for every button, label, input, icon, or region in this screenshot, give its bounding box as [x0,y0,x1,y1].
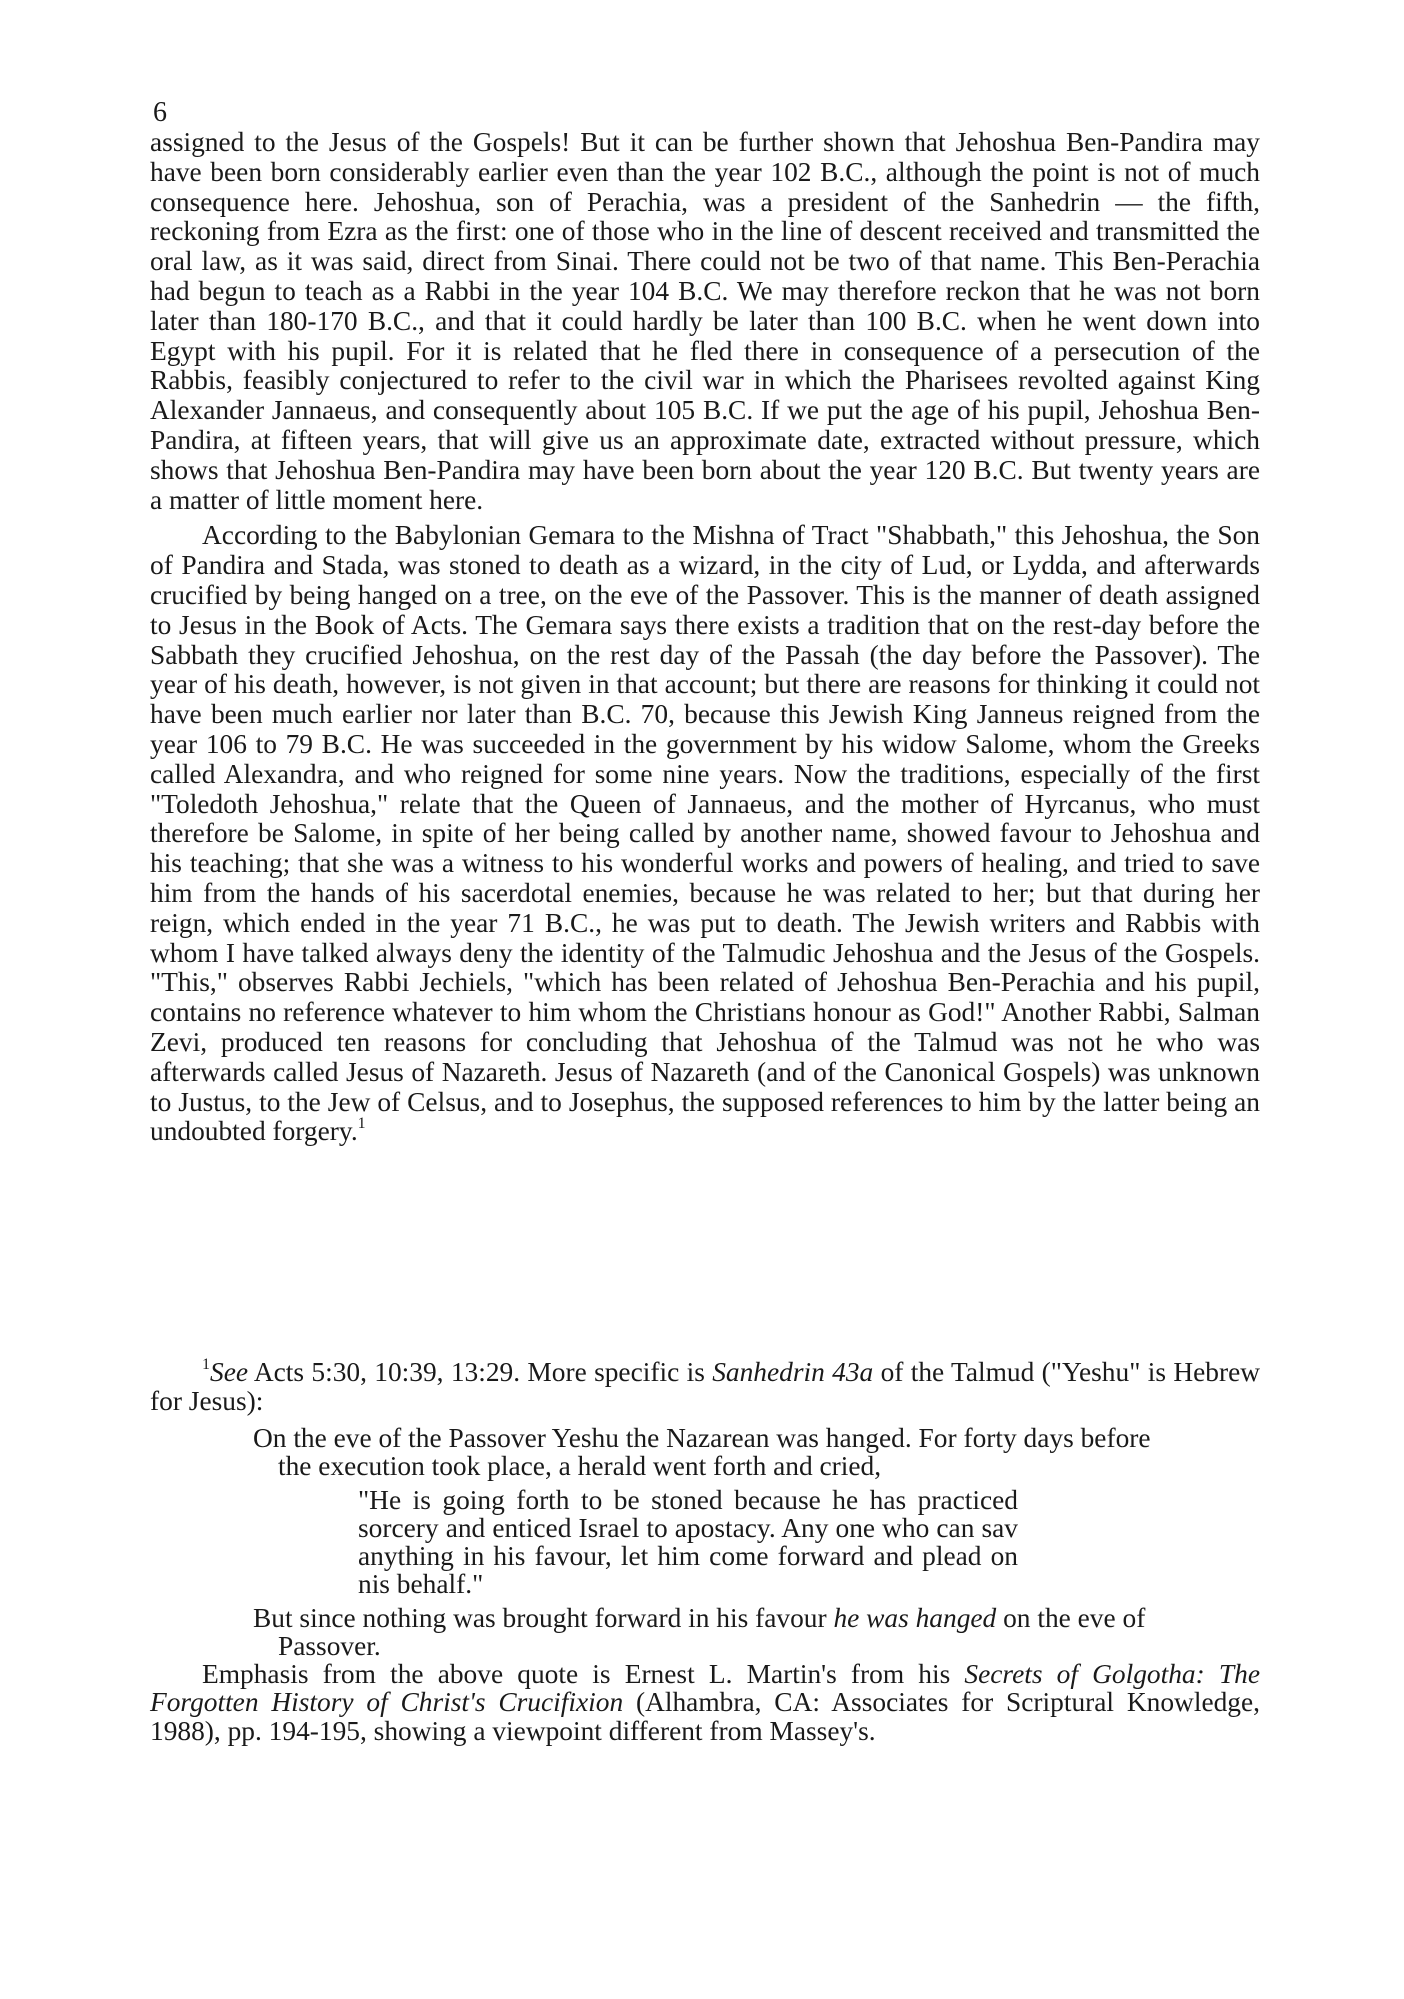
footnote [150,1358,1260,1746]
nested-quote-text: "He is going forth to be stoned because he has practiced sorcery and enticed Israel to apostacy. Any one who can sav anything in his favour, let him come forward and plead on nis behalf." [358,1484,1018,1599]
footnote-source: Sanhedrin 43a [712,1357,874,1387]
citation-start: Emphasis from the above quote is Ernest L. Martin's from his [202,1658,965,1689]
citation-end: (Alhambra, CA: Associates for Scriptural Knowledge, 1988), pp. 194-195, showing a viewpoint different from Massey's. [150,1687,1260,1747]
block-quote [253,1424,1153,1660]
quote-first: On the eve of the Passover Yeshu the Nazarean was hanged. For forty days before the execution took place, a herald went forth and cried, [253,1422,1151,1481]
quote-second [253,1604,1153,1660]
footnote-refs: Acts 5:30, 10:39, 13:29. More specific is [248,1357,713,1387]
paragraph-2-text: According to the Babylonian Gemara to the Mishna of Tract "Shabbath," this Jehoshua, the Son of Pandira and Stada, was stoned to death as a wizard, in the city of Lud, or Lydda, and afterwards crucified by being hanged on a tree, on the eve of the Passover. This is the manner of death assigned to Jesus in the Book of Acts. The Gemara says there exists a tradition that on the rest-day before the Sabbath they crucified Jehoshua, on the rest day of the Passah (the day before the Passover). The year of his death, however, is not given in that account; but there are reasons for thinking it could not have been much earlier nor later than B.C. 70, because this Jewish King Janneus reigned from the year 106 to 79 B.C. He was succeeded in the government by his widow Salome, whom the Greeks called Alexandra, and who reigned for some nine years. Now the traditions, especially of the first "Toledoth Jehoshua," relate that the Queen of Jannaeus, and the mother of Hyrcanus, who must therefore be Salome, in spite of her being called by another name, showed favour to Jehoshua and his teaching; that she was a witness to his wonderful works and powers of healing, and tried to save him from the hands of his sacerdotal enemies, because he was related to her; but that during her reign, which ended in the year 71 B.C., he was put to death. The Jewish writers and Rabbis with whom I have talked always deny the identity of the Talmudic Jehoshua and the Jesus of the Gospels. "This," observes Rabbi Jechiels, "which has been related of Jehoshua Ben-Perachia and his pupil, contains no reference whatever to him whom the Christians honour as God!" Another Rabbi, Salman Zevi, produced ten reasons for concluding that Jehoshua of the Talmud was not he who was afterwards called Jesus of Nazareth. Jesus of Nazareth (and of the Canonical Gospels) was unknown to Justus, to the Jew of Celsus, and to Josephus, the supposed references to him by the latter being an undoubted forgery. [150,520,1260,1147]
citation-title: Secrets of Golgotha: The Forgotten History of Christ's Crucifixion [150,1658,1260,1718]
paragraph-2 [150,521,1260,1147]
quote-second-emphasis: he was hanged [833,1602,997,1633]
quote-second-start: But since nothing was brought forward in his favour [253,1602,834,1633]
footnote-see: See [210,1357,249,1387]
main-body [150,128,1260,1147]
nested-quote [358,1486,1018,1598]
footnote-rest: of the Talmud ("Yeshu" is Hebrew for Jesus): [150,1357,1261,1416]
quote-second-end: on the eve of Passover. [278,1602,1146,1661]
page-number: 6 [153,97,167,128]
footnote-citation [150,1660,1260,1746]
footnote-marker: 1 [202,1356,210,1373]
footnote-reference[interactable]: 1 [357,1115,366,1133]
paragraph-1: assigned to the Jesus of the Gospels! But it can be further shown that Jehoshua Ben-Pandira may have been born considerably earlier even than the year 102 B.C., although the point is not of much consequence here. Jehoshua, son of Perachia, was a president of the Sanhedrin — the fifth, reckoning from Ezra as the first: one of those who in the line of descent received and transmitted the oral law, as it was said, direct from Sinai. There could not be two of that name. This Ben-Perachia had begun to teach as a Rabbi in the year 104 B.C. We may therefore reckon that he was not born later than 180-170 B.C., and that it could hardly be later than 100 B.C. when he went down into Egypt with his pupil. For it is related that he fled there in consequence of a persecution of the Rabbis, feasibly conjectured to refer to the civil war in which the Pharisees revolted against King Alexander Jannaeus, and consequently about 105 B.C. If we put the age of his pupil, Jehoshua Ben-Pandira, at fifteen years, that will give us an approximate date, extracted without pressure, which shows that Jehoshua Ben-Pandira may have been born about the year 120 B.C. But twenty years are a matter of little moment here. [150,127,1260,515]
footnote-lead [150,1358,1260,1416]
